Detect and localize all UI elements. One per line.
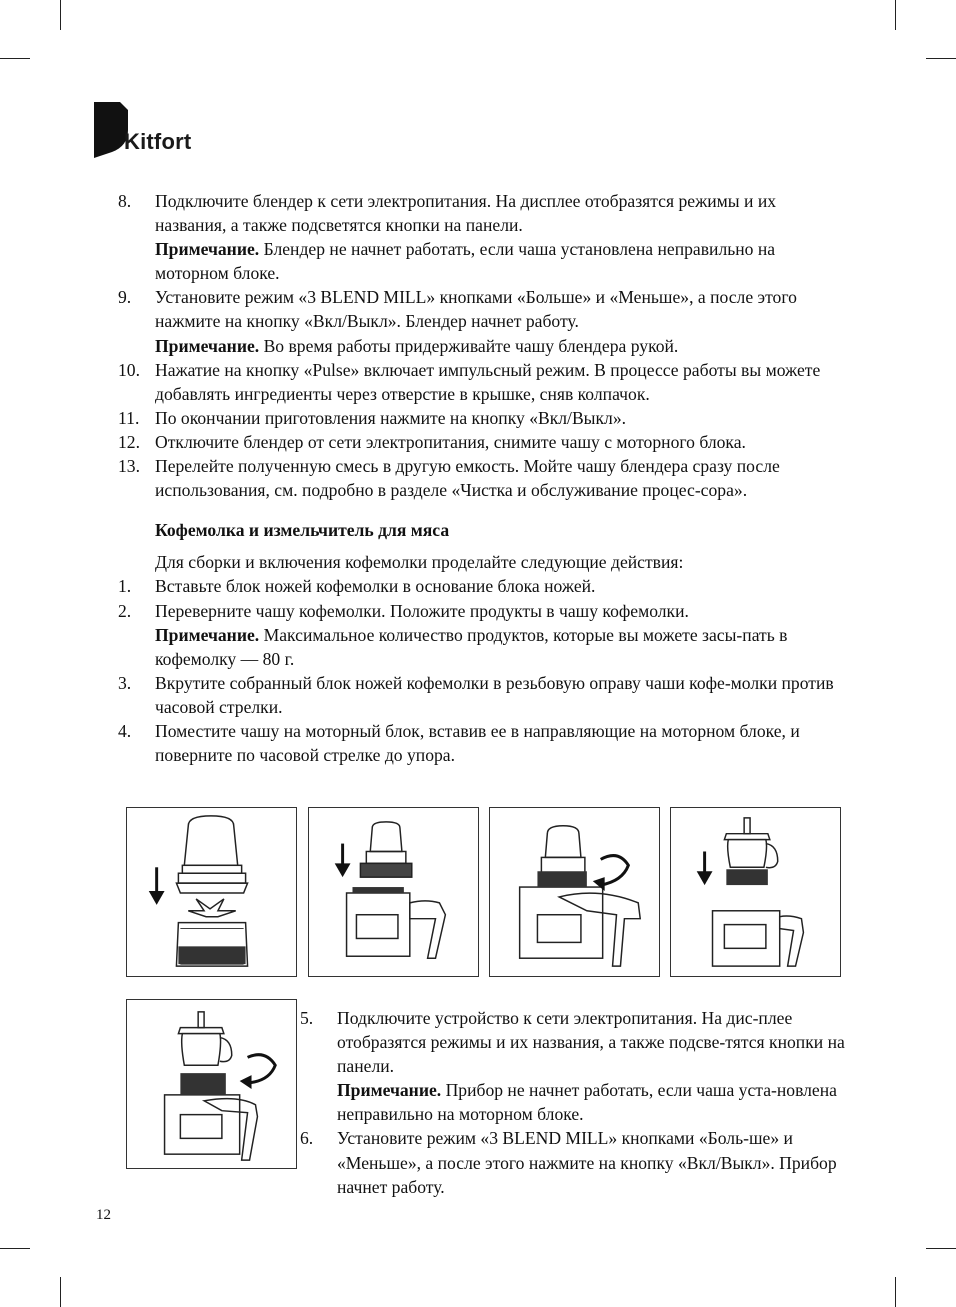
instructions-bottom [300, 1006, 848, 1199]
list-item: 11. По окончании приготовления нажмите на кнопку «Вкл/Выкл». [118, 407, 627, 428]
list-item: 1. Вставьте блок ножей кофемолки в основание блока ножей. [118, 576, 596, 597]
list-item: 13. Перелейте полученную смесь в другую емкость. Мойте чашу блендера сразу после использования, см. подробно в разделе «Чистка и обслуживание процес-сора». [118, 456, 780, 501]
crop-mark [895, 1277, 896, 1307]
list-item: 12. Отключите блендер от сети электропитания, снимите чашу с моторного блока. [118, 431, 746, 452]
crop-mark [926, 58, 956, 59]
install-meat-chopper-icon [671, 808, 840, 976]
grinder-assembly-icon [127, 808, 296, 976]
list-item: 8. Подключите блендер к сети электропитания. На дисплее отобразятся режимы и их названия, а также подсветятся кнопки на панели. [118, 191, 777, 236]
note: Примечание. Во время работы придерживайте чашу блендера рукой. [155, 335, 679, 356]
section-heading: Кофемолка и измельчитель для мяса [155, 520, 450, 541]
rotate-clockwise-icon [490, 808, 659, 976]
crop-mark [0, 58, 30, 59]
figure-grinder-assembly [126, 807, 297, 977]
note: Примечание. Блендер не начнет работать, если чаша установлена неправильно на моторном блоке. [155, 239, 776, 284]
list-item: 5. Подключите устройство к сети электропитания. На дис-плее отобразятся режимы и их названия, а также подсве-тятся кнопки на панели. [300, 1008, 845, 1077]
crop-mark [60, 1277, 61, 1307]
list-item: 9. Установите режим «3 BLEND MILL» кнопками «Больше» и «Меньше», а после этого нажмите на кнопку «Вкл/Выкл». Блендер начнет работу. [118, 287, 797, 332]
note: Примечание. Максимальное количество продуктов, которые вы можете засы-пать в кофемолку — 80 г. [155, 624, 788, 669]
list-item: 3. Вкрутите собранный блок ножей кофемолки в резьбовую оправу чаши кофе-молки против часовой стрелки. [118, 672, 834, 717]
crop-mark [0, 1248, 30, 1249]
figure-rotate-clockwise [489, 807, 660, 977]
figure-place-on-motor [308, 807, 479, 977]
list-item: 2. Переверните чашу кофемолки. Положите продукты в чашу кофемолки. [118, 600, 689, 621]
brand-name: Kitfort [124, 129, 192, 154]
crop-mark [926, 1248, 956, 1249]
crop-mark [895, 0, 896, 30]
crop-mark [60, 0, 61, 30]
list-item: 10. Нажатие на кнопку «Pulse» включает импульсный режим. В процессе работы вы можете добавлять ингредиенты через отверстие в крышке, сняв колпачок. [118, 359, 821, 404]
section-intro: Для сборки и включения кофемолки проделайте следующие действия: [155, 552, 684, 573]
figure-install-meat-chopper [670, 807, 841, 977]
figure-rotate-meat-chopper [126, 999, 297, 1169]
list-item: 4. Поместите чашу на моторный блок, вставив ее в направляющие на моторном блоке, и поверните по часовой стрелке до упора. [118, 720, 800, 766]
page-number: 12 [96, 1207, 111, 1223]
list-item: 6. Установите режим «3 BLEND MILL» кнопками «Боль-ше» и «Меньше», а после этого нажмите на кнопку «Вкл/Выкл». Прибор начнет работу. [300, 1128, 837, 1197]
instructions-top [118, 189, 846, 767]
note: Примечание. Прибор не начнет работать, если чаша уста-новлена неправильно на моторном блоке. [337, 1080, 837, 1125]
place-on-motor-icon [309, 808, 478, 976]
rotate-meat-chopper-icon [127, 1000, 296, 1168]
